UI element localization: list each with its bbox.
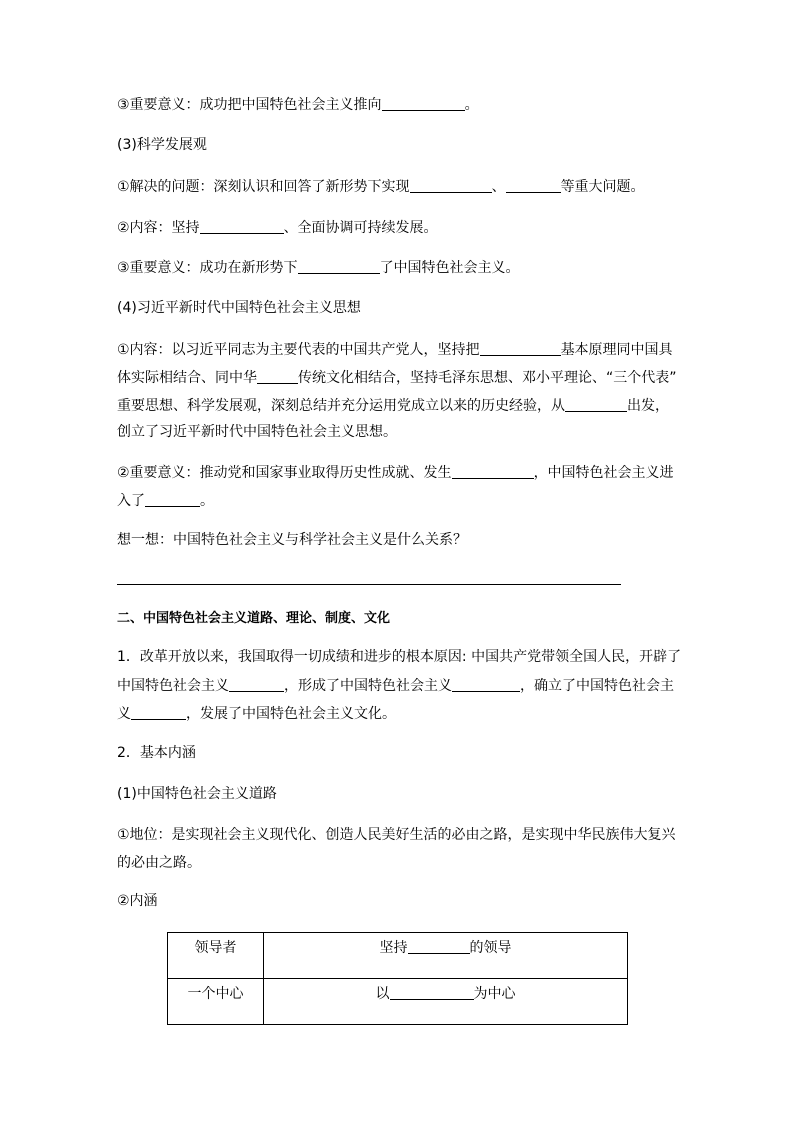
line-reason-b [117,677,674,694]
text: (1)中国特色社会主义道路 [117,786,277,802]
fill-blank[interactable] [298,259,380,274]
text: 等重大问题。 [560,179,645,195]
text: 一个中心 [187,986,244,1002]
text: ，发展了中国特色社会主义文化。 [186,706,396,722]
table-cell [168,979,264,1025]
text: ①解决的问题：深刻认识和回答了新形势下实现 [117,179,410,195]
text: ②内容：坚持 [117,220,200,236]
table-cell [168,933,264,979]
text: 的领导 [469,940,512,956]
heading-connotation [117,893,158,909]
text: ③重要意义：成功在新形势下 [117,260,298,276]
text: ①内容：以习近平同志为主要代表的中国共产党人，坚持把 [117,342,480,358]
text: 基本原理同中国具 [560,342,673,358]
heading-basic-connotation [117,745,196,761]
text: 了中国特色社会主义。 [379,260,520,276]
fill-blank[interactable] [390,985,474,1000]
answer-line[interactable] [117,584,621,585]
text: 想一想：中国特色社会主义与科学社会主义是什么关系？ [117,532,467,548]
fill-blank[interactable] [382,96,465,111]
text: 的必由之路。 [117,855,201,871]
fill-blank[interactable] [257,369,298,384]
text: ①地位：是实现社会主义现代化、创造人民美好生活的必由之路，是实现中华民族伟大复兴 [117,827,676,843]
text: 重要思想、科学发展观，深刻总结并充分运用党成立以来的历史经验，从 [117,398,565,414]
heading-scientific-outlook [117,137,207,153]
fill-blank[interactable] [131,705,186,720]
text: 2．基本内涵 [117,745,196,761]
text: 义 [117,706,131,722]
connotation-table [167,932,628,1025]
fill-blank[interactable] [410,178,492,193]
text: 体实际相结合、同中华 [117,370,257,386]
line-content-1-b [117,369,677,386]
text: 二、中国特色社会主义道路、理论、制度、文化 [117,611,391,626]
line-status-a [117,827,676,843]
text: ，形成了中国特色社会主义 [284,678,452,694]
line-content-1-c [117,397,669,414]
text: 中国特色社会主义 [117,678,229,694]
fill-blank[interactable] [480,341,561,356]
fill-blank[interactable] [452,677,520,692]
text: ③重要意义：成功把中国特色社会主义推向 [117,97,382,113]
text: 创立了习近平新时代中国特色社会主义思想。 [117,424,397,440]
line-content-2 [117,219,438,236]
text: 传统文化相结合，坚持毛泽东思想、邓小平理论、“三个代表” [298,370,677,386]
fill-blank[interactable] [408,939,470,954]
text: 坚持 [379,940,408,956]
heading-road [117,786,277,802]
text: 入了 [117,493,145,509]
fill-blank[interactable] [200,219,284,234]
fill-blank[interactable] [145,492,200,507]
table-cell [264,933,628,979]
text: (3)科学发展观 [117,137,207,153]
table-cell [264,979,628,1025]
text: ，中国特色社会主义进 [533,465,674,481]
fill-blank[interactable] [452,464,534,479]
text: ②重要意义：推动党和国家事业取得历史性成就、发生 [117,465,452,481]
fill-blank[interactable] [229,677,284,692]
text: ②内涵 [117,893,158,909]
table-row [168,933,628,979]
line-content-1-d [117,424,397,440]
text: (4)习近平新时代中国特色社会主义思想 [117,300,361,316]
line-significance-3 [117,96,479,113]
text: 。 [200,493,214,509]
line-significance-2-a [117,464,674,481]
line-status-b [117,855,201,871]
text: 、全面协调可持续发展。 [283,220,438,236]
line-reason-a [117,649,681,665]
text: 。 [464,97,479,113]
line-reason-c [117,705,396,722]
fill-blank[interactable] [565,397,627,412]
line-content-1-a [117,341,673,358]
fill-blank[interactable] [506,178,561,193]
text: ，确立了中国特色社会主 [520,678,674,694]
text: 领导者 [194,940,237,956]
table-row [168,979,628,1025]
line-problem-solved [117,178,645,195]
text: 、 [491,179,506,195]
line-significance-2-b [117,492,214,509]
line-significance-3b [117,259,520,276]
text: 以 [375,986,390,1002]
text: 为中心 [473,986,516,1002]
section-heading-2 [117,611,390,627]
text: 出发， [627,398,669,414]
text: 1．改革开放以来，我国取得一切成绩和进步的根本原因: 中国共产党带领全国人民，开辟了 [117,649,682,665]
think-question [117,532,467,548]
heading-xi-thought [117,300,361,316]
